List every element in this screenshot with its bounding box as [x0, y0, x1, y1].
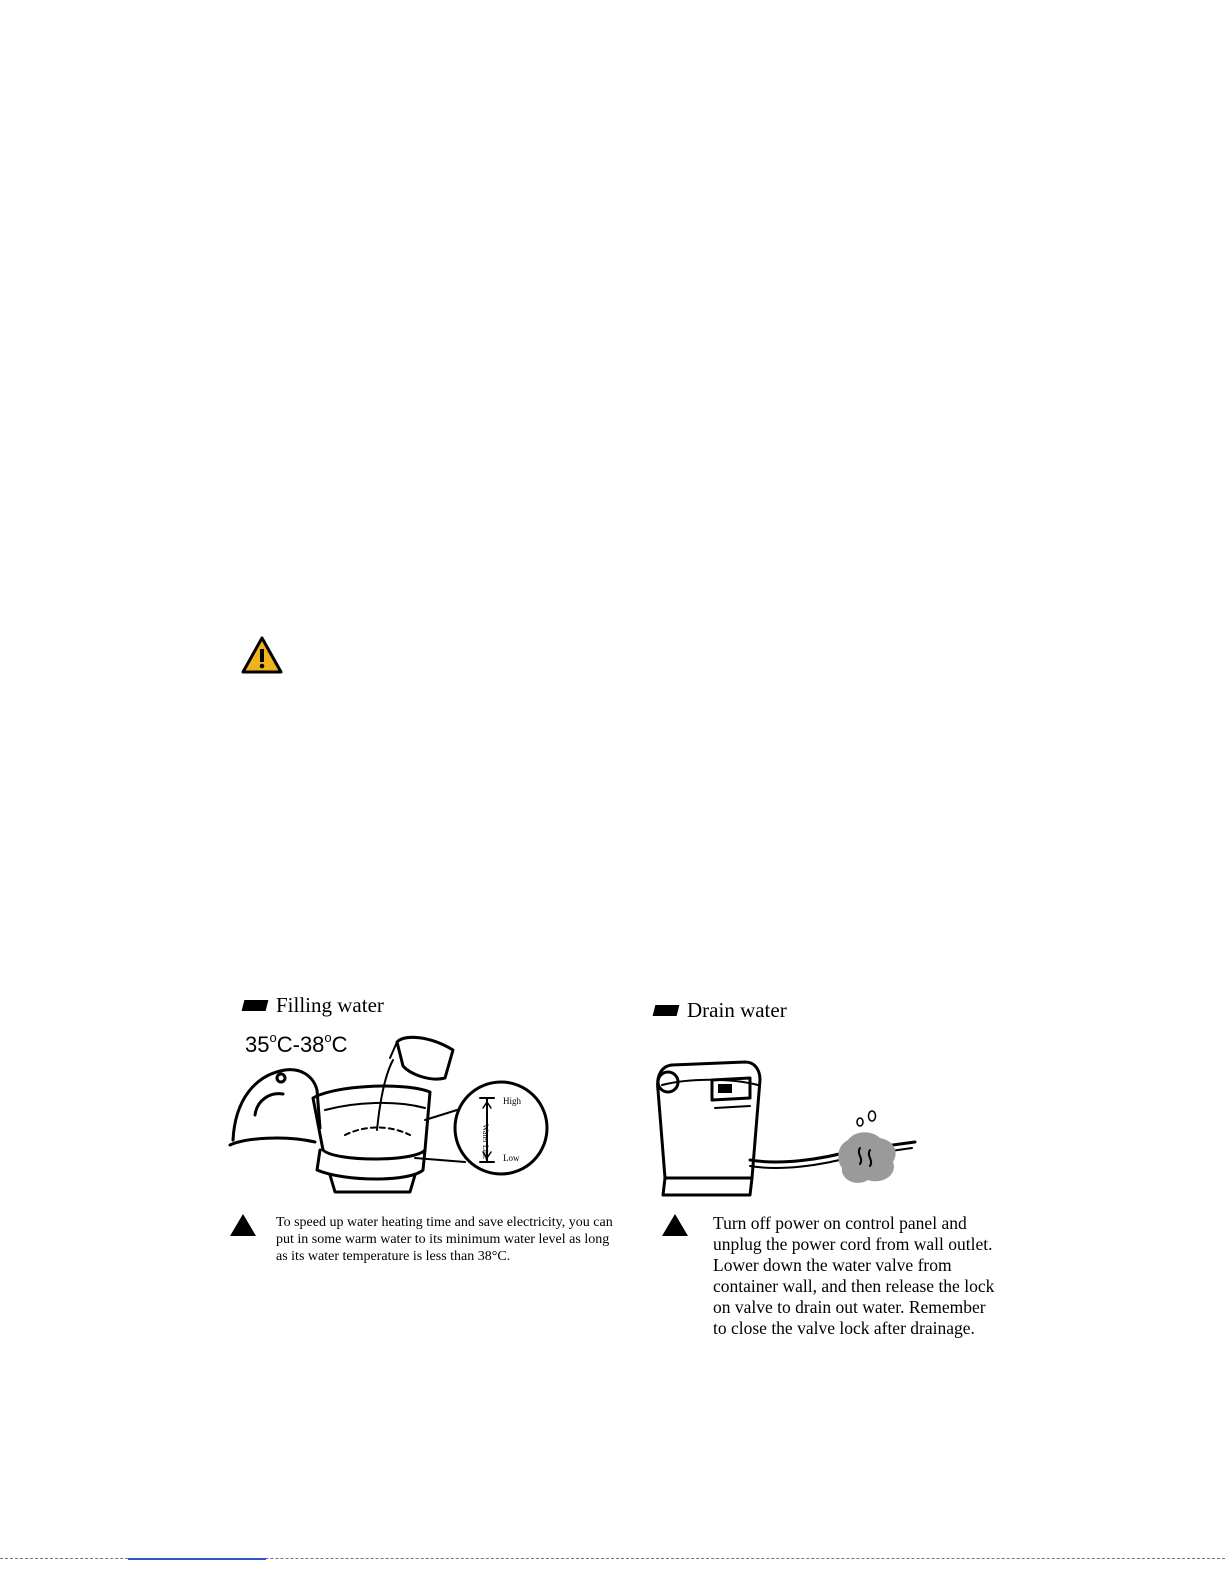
filling-water-title — [243, 993, 384, 1017]
gauge-low-label: Low — [503, 1153, 520, 1163]
drain-water-illustration — [650, 1050, 925, 1205]
drain-water-label: Drain water — [687, 998, 787, 1022]
gauge-high-label: High — [503, 1096, 521, 1106]
filling-water-illustration — [225, 1030, 555, 1200]
section-marker-icon — [242, 1000, 269, 1011]
drain-note-line: container wall, and then release the lock — [713, 1276, 995, 1296]
footer-link-underline — [128, 1558, 266, 1560]
temperature-range: 35$^o$C-38$^o$C — [245, 1030, 348, 1057]
gauge-water-line-label: Water Line — [481, 1124, 490, 1160]
filling-water-label: Filling water — [276, 993, 384, 1017]
drain-water-note — [713, 1213, 1033, 1339]
drain-note-line: Lower down the water valve from — [713, 1255, 952, 1275]
filling-water-note: To speed up water heating time and save electricity, you can put in some warm water to its minimum water level as long as its water temperature is less than 38°C. — [276, 1215, 613, 1264]
drain-water-title — [654, 998, 787, 1022]
note-triangle-icon — [230, 1214, 256, 1236]
section-marker-icon — [653, 1005, 680, 1016]
note-triangle-icon — [662, 1214, 688, 1236]
warning-triangle-icon — [240, 635, 284, 675]
drain-note-line: on valve to drain out water. Remember — [713, 1297, 986, 1317]
drain-note-line: unplug the power cord from wall outlet. — [713, 1234, 993, 1254]
drain-note-line: Turn off power on control panel and — [713, 1213, 967, 1233]
drain-note-line: to close the valve lock after drainage. — [713, 1318, 975, 1338]
